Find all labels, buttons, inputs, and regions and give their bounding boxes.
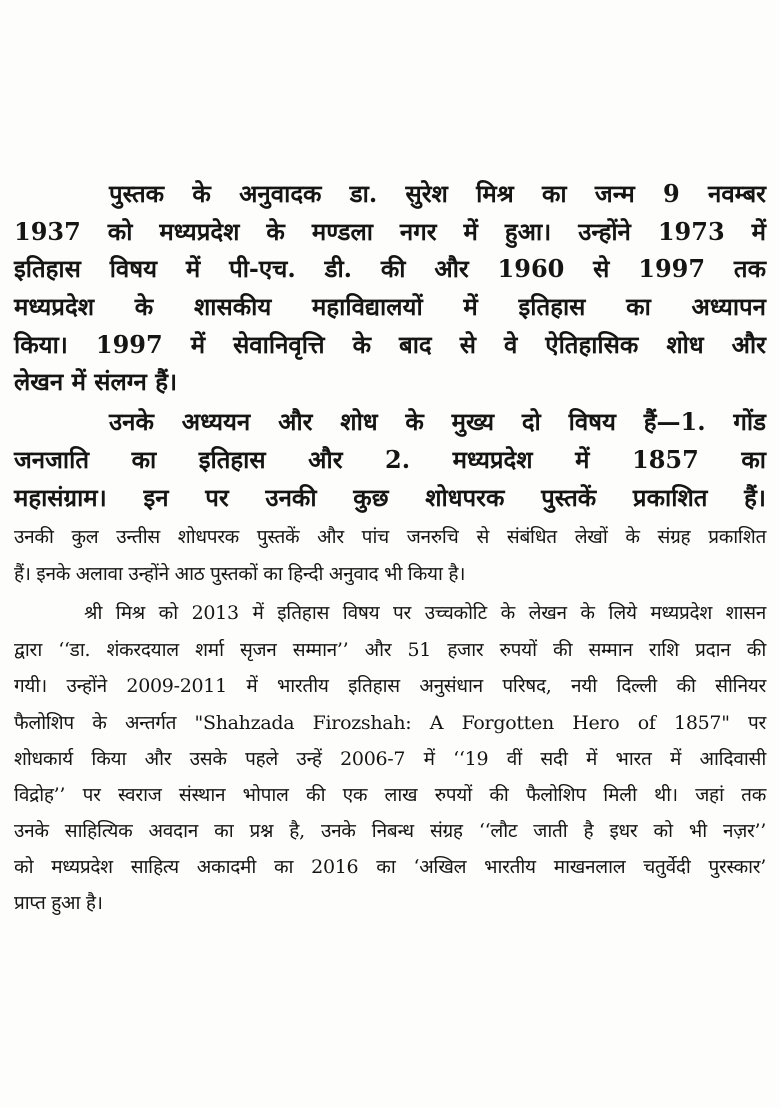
para2-line4: उनकी कुल उन्तीस शोधपरक पुस्तकें और पांच जनरुचि से संबंधित लेखों के संग्रह प्रकाशित	[14, 526, 766, 548]
para1-line3: इतिहास विषय में पी-एच. डी. की और 1960 से 1997 तक	[14, 254, 766, 283]
para3-line9: प्राप्त हुआ है।	[14, 892, 103, 914]
para3-line5: शोधकार्य किया और उसके पहले उन्हें 2006-7 में ‘‘19 वीं सदी में भारत में आदिवासी	[14, 748, 766, 770]
para3-line3: गयी। उन्होंने 2009-2011 में भारतीय इतिहास अनुसंधान परिषद, नयी दिल्ली की सीनियर	[14, 675, 766, 697]
para2-line3: महासंग्राम। इन पर उनकी कुछ शोधपरक पुस्तकें प्रकाशित हैं।	[14, 483, 766, 512]
para3-line4: फैलोशिप के अन्तर्गत "Shahzada Firozshah: A Forgotten Hero of 1857" पर	[14, 712, 766, 734]
para1-line2: 1937 को मध्यप्रदेश के मण्डला नगर में हुआ। उन्होंने 1973 में	[14, 217, 766, 246]
para1-line6: लेखन में संलग्न हैं।	[14, 367, 178, 396]
para2-line5: हैं। इनके अलावा उन्होंने आठ पुस्तकों का हिन्दी अनुवाद भी किया है।	[14, 563, 466, 585]
para2-line1: उनके अध्ययन और शोध के मुख्य दो विषय हैं—1. गोंड	[109, 407, 766, 436]
para3-line8: को मध्यप्रदेश साहित्य अकादमी का 2016 का ‘अखिल भारतीय माखनलाल चतुर्वेदी पुरस्कार’	[14, 856, 766, 878]
para1-line5: किया। 1997 में सेवानिवृत्ति के बाद से वे ऐतिहासिक शोध और	[14, 330, 766, 359]
para3-line1: श्री मिश्र को 2013 में इतिहास विषय पर उच्चकोटि के लेखन के लिये मध्यप्रदेश शासन	[84, 602, 766, 624]
para1-line1: पुस्तक के अनुवादक डा. सुरेश मिश्र का जन्म 9 नवम्बर	[109, 179, 766, 208]
para3-line7: उनके साहित्यिक अवदान का प्रश्न है, उनके निबन्ध संग्रह ‘‘लौट जाती है इधर को भी नज़र’’	[14, 820, 766, 842]
para3-line6: विद्रोह’’ पर स्वराज संस्थान भोपाल की एक लाख रुपयों की फैलोशिप मिली थी। जहां तक	[14, 784, 766, 806]
para1-line4: मध्यप्रदेश के शासकीय महाविद्यालयों में इतिहास का अध्यापन	[14, 292, 766, 321]
para3-line2: द्वारा ‘‘डा. शंकरदयाल शर्मा सृजन सम्मान’’ और 51 हजार रुपयों की सम्मान राशि प्रदान की	[14, 639, 766, 661]
para2-line2: जनजाति का इतिहास और 2. मध्यप्रदेश में 1857 का	[14, 445, 766, 474]
